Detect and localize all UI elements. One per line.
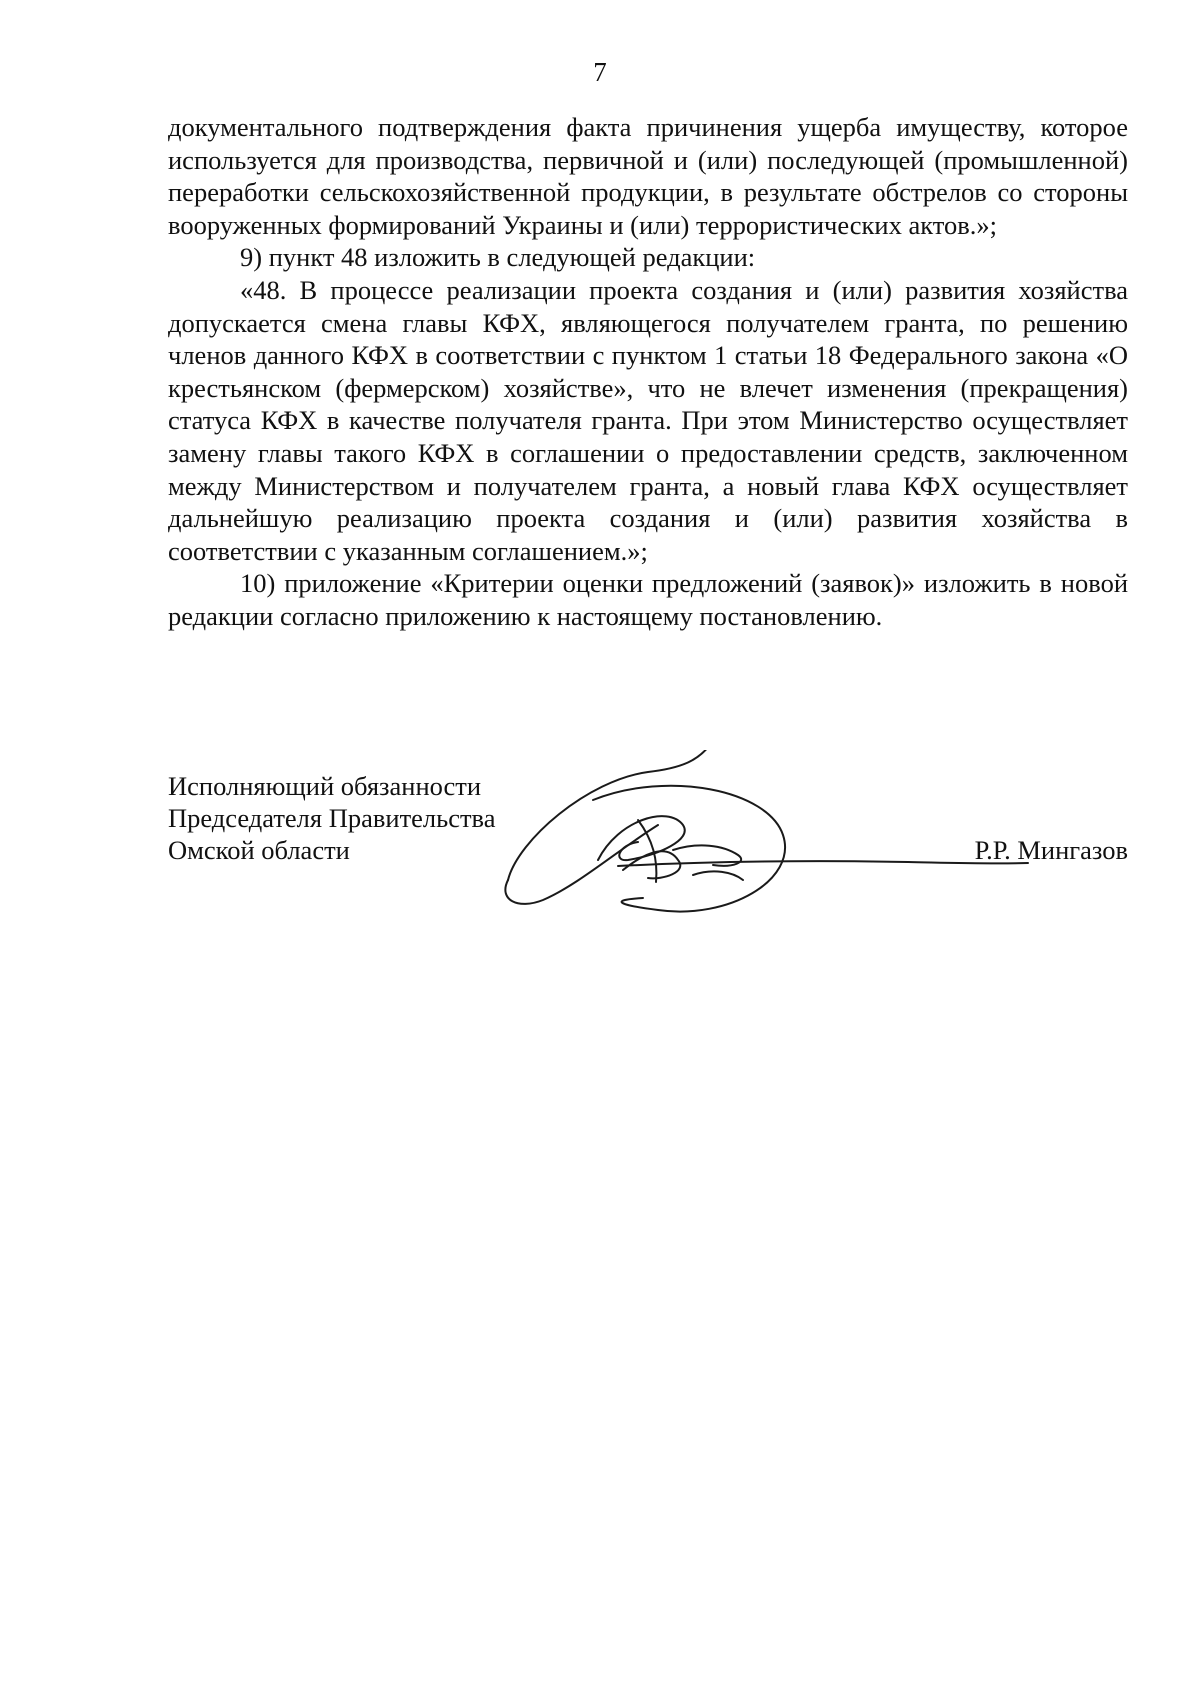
signer-name: Р.Р. Мингазов (974, 835, 1128, 865)
paragraph-clause-48: «48. В процессе реализации проекта создания и (или) развития хозяйства допускается смена главы КФХ, являющегося получателем гранта, по решению членов данного КФХ в соответствии с пунктом 1 статьи 18 Федерального закона «О крестьянском (фермерском) хозяйстве», что не влечет изменения (прекращения) статуса КФХ в качестве получателя гранта. При этом Министерство осуществляет замену главы такого КФХ в соглашении о предоставлении средств, заключенном между Министерством и получателем гранта, а новый глава КФХ осуществляет дальнейшую реализацию проекта создания и (или) развития хозяйства в соответствии с указанным соглашением.»; (168, 274, 1128, 566)
signer-position-line: Омской области (168, 835, 350, 865)
paragraph-continuation: документального подтверждения факта причинения ущерба имуществу, которое используется для производства, первичной и (или) последующей (промышленной) переработки сельскохозяйственной продукции, в результате обстрелов со стороны вооруженных формирований Украины и (или) террористических актов.»; (168, 112, 1128, 240)
document-body (168, 111, 1128, 633)
signer-position-line: Председателя Правительства (168, 803, 496, 833)
paragraph-item-10: 10) приложение «Критерии оценки предложений (заявок)» изложить в новой редакции согласно приложению к настоящему постановлению. (168, 568, 1128, 631)
paragraph-item-9: 9) пункт 48 изложить в следующей редакции: (240, 242, 756, 273)
signature-block (168, 770, 1128, 970)
signer-position-line: Исполняющий обязанности (168, 771, 482, 801)
page-number: 7 (593, 57, 607, 87)
